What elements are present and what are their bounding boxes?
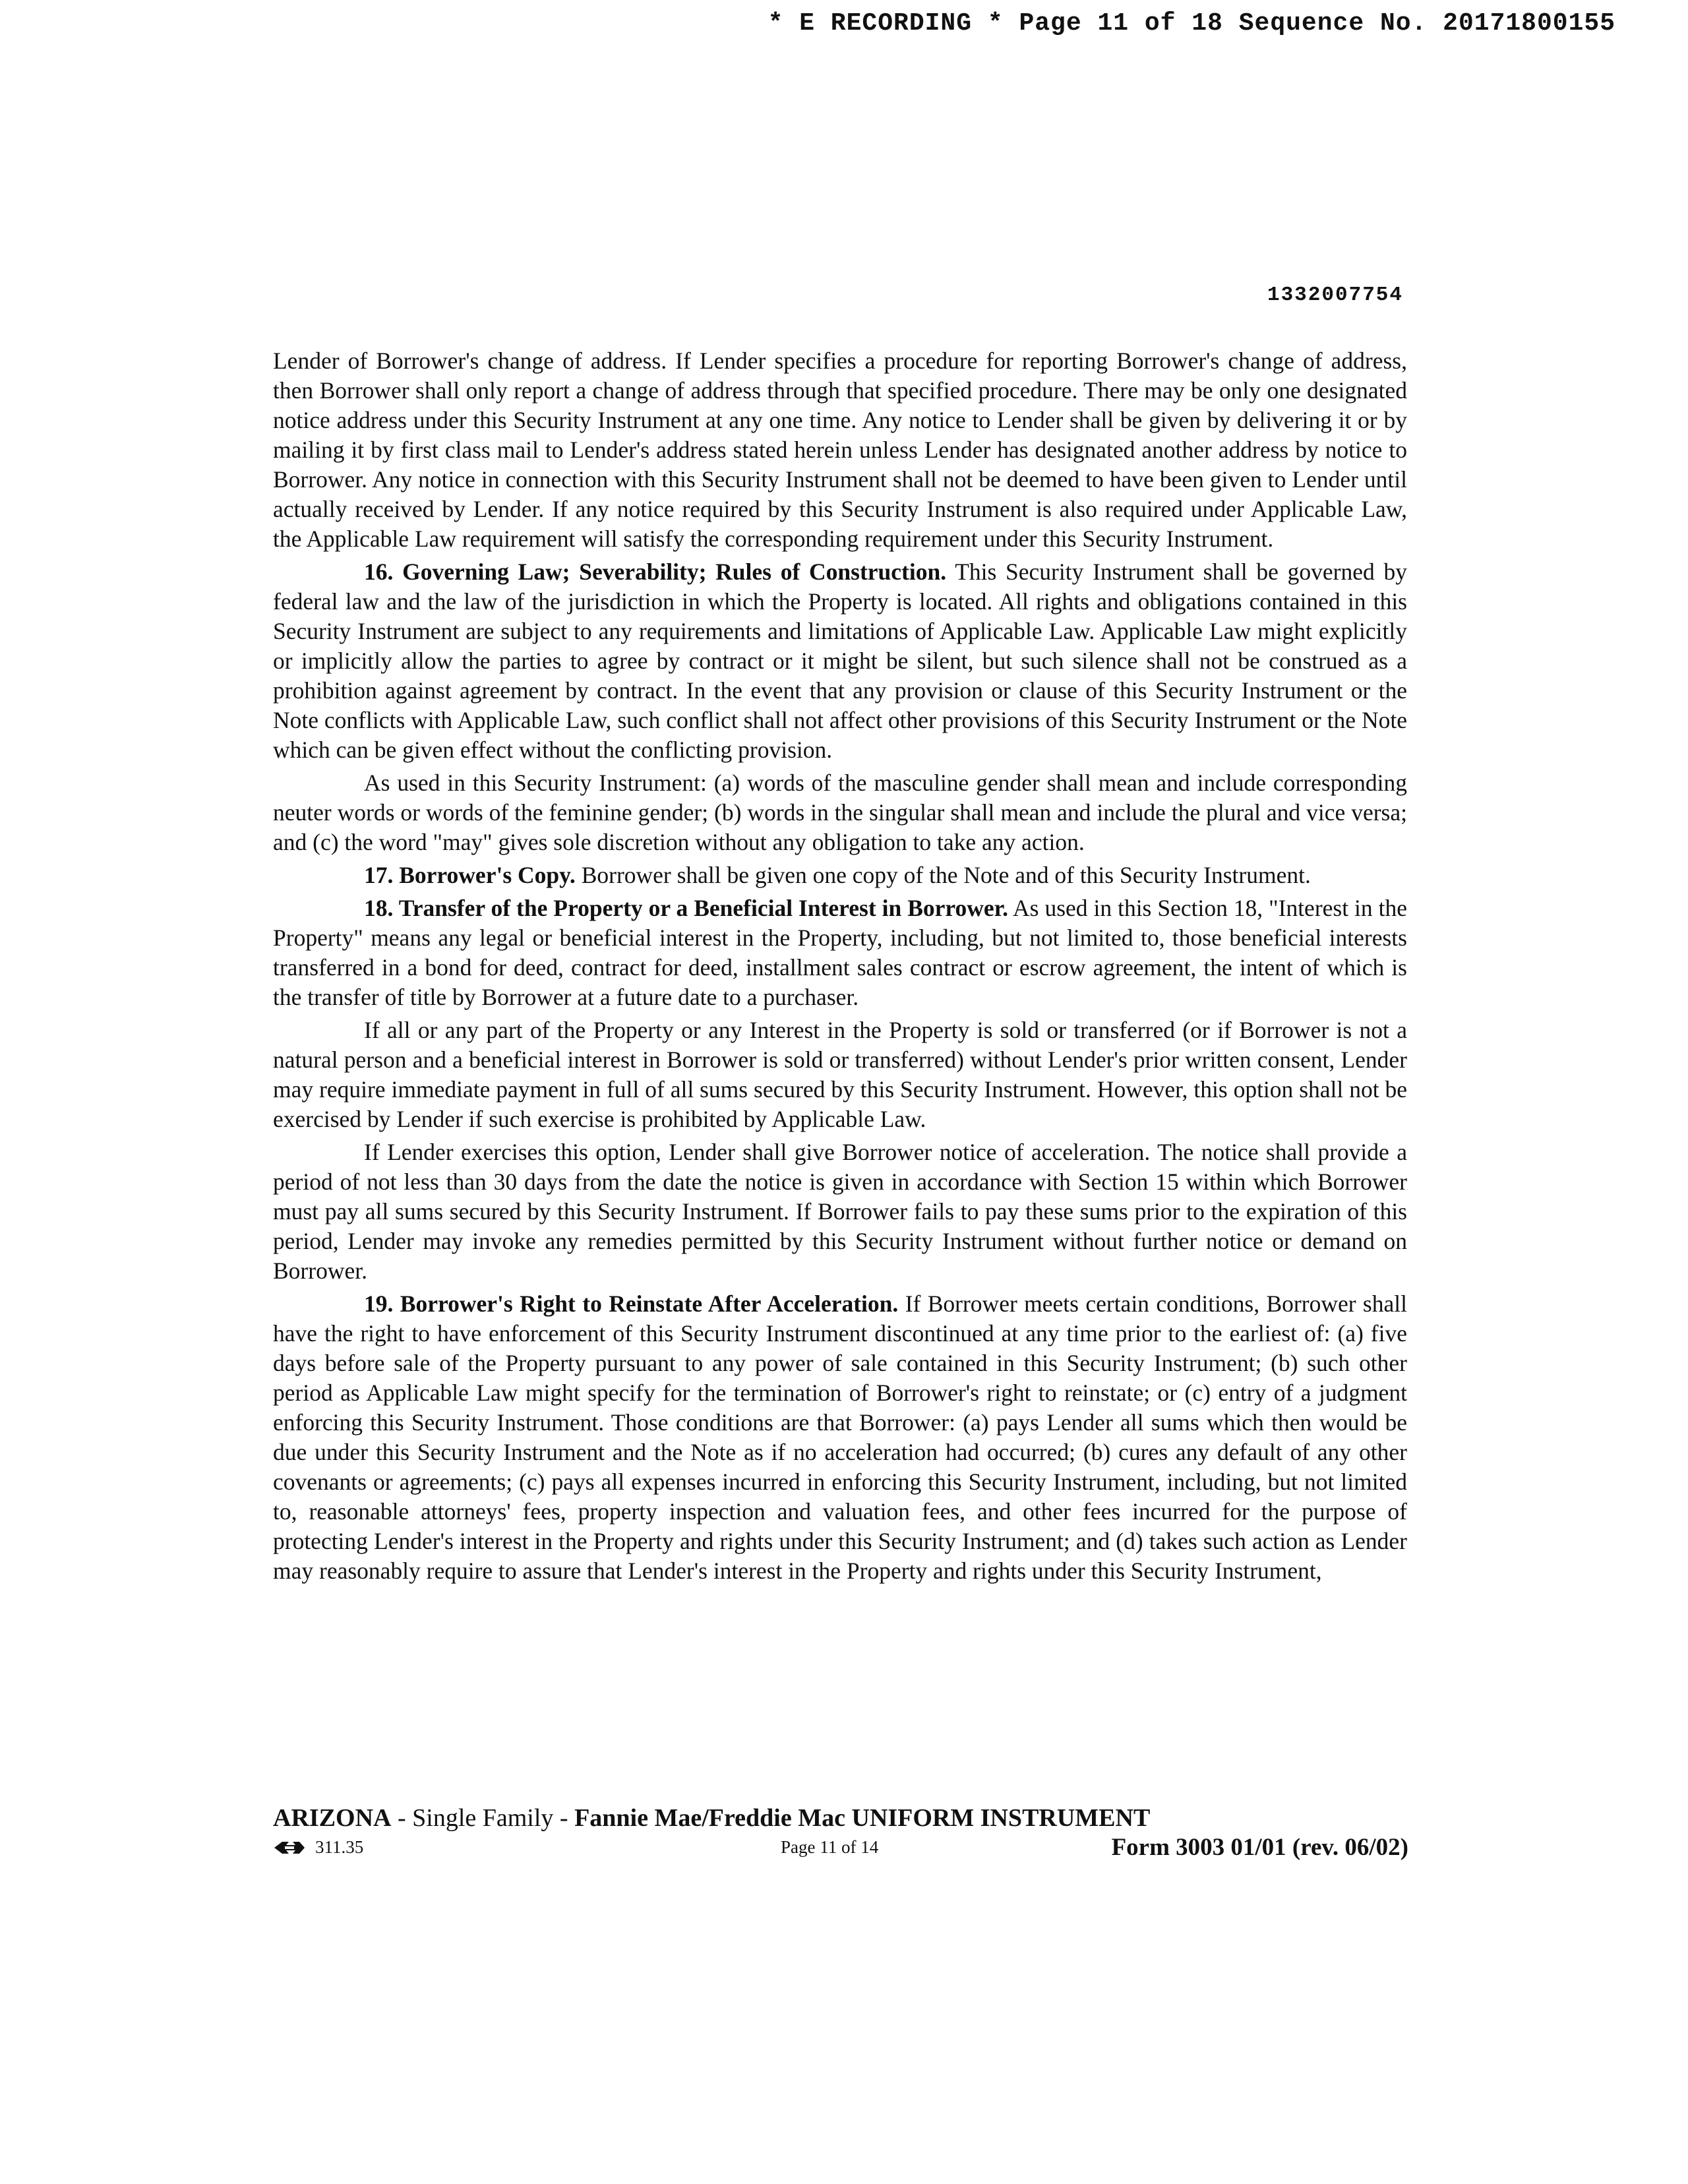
document-body — [273, 346, 1407, 1589]
section-18-paragraph-2: If all or any part of the Property or any Interest in the Property is sold or transferred (or if Borrower is not a natural person and a beneficial interest in Borrower is sold or transferred) without Lender's prior written consent, Lender may require immediate payment in full of all sums secured by this Security Instrument. However, this option shall not be exercised by Lender if such exercise is prohibited by Applicable Law. — [273, 1017, 1407, 1132]
section-19 — [273, 1289, 1407, 1586]
loan-number: 1332007754 — [1267, 284, 1403, 307]
footer-instrument: Fannie Mae/Freddie Mac UNIFORM INSTRUMENT — [574, 1804, 1151, 1832]
section-18-paragraph-3: If Lender exercises this option, Lender shall give Borrower notice of acceleration. The notice shall provide a period of not less than 30 days from the date the notice is given in accordance with Section 15 within which Borrower must pay all sums secured by this Security Instrument. If Borrower fails to pay these sums prior to the expiration of this period, Lender may invoke any remedies permitted by this Security Instrument without further notice or demand on Borrower. — [273, 1139, 1407, 1284]
section-18-text: As used in this Section 18, "Interest in the Property" means any legal or beneficial interest in the Property, including, but not limited to, those beneficial interests transferred in a bond for deed, contract for deed, installment sales contract or escrow agreement, the intent of which is the transfer of title by Borrower at a future date to a purchaser. — [273, 895, 1407, 1010]
section-16-text: This Security Instrument shall be governed by federal law and the law of the jurisdiction in which the Property is located. All rights and obligations contained in this Security Instrument are subject to any requirements and limitations of Applicable Law. Applicable Law might explicitly or implicitly allow the parties to agree by contract or it might be silent, but such silence shall not be construed as a prohibition against agreement by contract. In the event that any provision or clause of this Security Instrument or the Note conflicts with Applicable Law, such conflict shall not affect other provisions of this Security Instrument or the Note which can be given effect without the conflicting provision. — [273, 559, 1407, 763]
section-19-text: If Borrower meets certain conditions, Borrower shall have the right to have enforcement of this Security Instrument discontinued at any time prior to the earliest of: (a) five days before sale of the Property pursuant to any power of sale contained in this Security Instrument; (b) such other period as Applicable Law might specify for the termination of Borrower's right to reinstate; or (c) entry of a judgment enforcing this Security Instrument. Those conditions are that Borrower: (a) pays Lender all sums which then would be due under this Security Instrument and the Note as if no acceleration had occurred; (b) cures any default of any other covenants or agreements; (c) pays all expenses incurred in enforcing this Security Instrument, including, but not limited to, reasonable attorneys' fees, property inspection and valuation fees, and other fees incurred for the purpose of protecting Lender's interest in the Property and rights under this Security Instrument; and (d) takes such action as Lender may reasonably require to assure that Lender's interest in the Property and rights under this Security Instrument, — [273, 1290, 1407, 1584]
footer-page-number: Page 11 of 14 — [781, 1837, 879, 1857]
vmp-logo-icon — [273, 1839, 306, 1856]
section-17-text: Borrower shall be given one copy of the Note and of this Security Instrument. — [575, 862, 1311, 888]
section-18 — [273, 894, 1407, 1012]
recording-header: * E RECORDING * Page 11 of 18 Sequence No. 20171800155 — [768, 9, 1615, 38]
section-16 — [273, 557, 1407, 765]
paragraph-notice-continued: Lender of Borrower's change of address. If Lender specifies a procedure for reporting Borrower's change of address, then Borrower shall only report a change of address through that specified procedure. There may be only one designated notice address under this Security Instrument at any one time. Any notice to Lender shall be given by delivering it or by mailing it by first class mail to Lender's address stated herein unless Lender has designated another address by notice to Borrower. Any notice in connection with this Security Instrument shall not be deemed to have been given to Lender until actually received by Lender. If any notice required by this Security Instrument is also required under Applicable Law, the Applicable Law requirement will satisfy the corresponding requirement under this Security Instrument. — [273, 348, 1407, 552]
section-16-heading: 16. Governing Law; Severability; Rules of Construction. — [364, 559, 947, 585]
footer-form-number: Form 3003 01/01 (rev. 06/02) — [1111, 1834, 1408, 1861]
section-16-paragraph-2: As used in this Security Instrument: (a) words of the masculine gender shall mean and include corresponding neuter words or words of the feminine gender; (b) words in the singular shall mean and include the plural and vice versa; and (c) the word "may" gives sole discretion without any obligation to take any action. — [273, 770, 1407, 855]
section-19-heading: 19. Borrower's Right to Reinstate After Acceleration. — [364, 1290, 899, 1317]
footer-instrument-line — [273, 1803, 1408, 1833]
section-18-heading: 18. Transfer of the Property or a Beneficial Interest in Borrower. — [364, 895, 1009, 921]
section-17 — [273, 861, 1407, 890]
section-17-heading: 17. Borrower's Copy. — [364, 862, 576, 888]
footer-state: ARIZONA — [273, 1804, 392, 1832]
footer-form-code: 311.35 — [315, 1837, 364, 1857]
footer-separator: - Single Family - — [391, 1804, 575, 1832]
page-footer — [273, 1803, 1408, 1862]
